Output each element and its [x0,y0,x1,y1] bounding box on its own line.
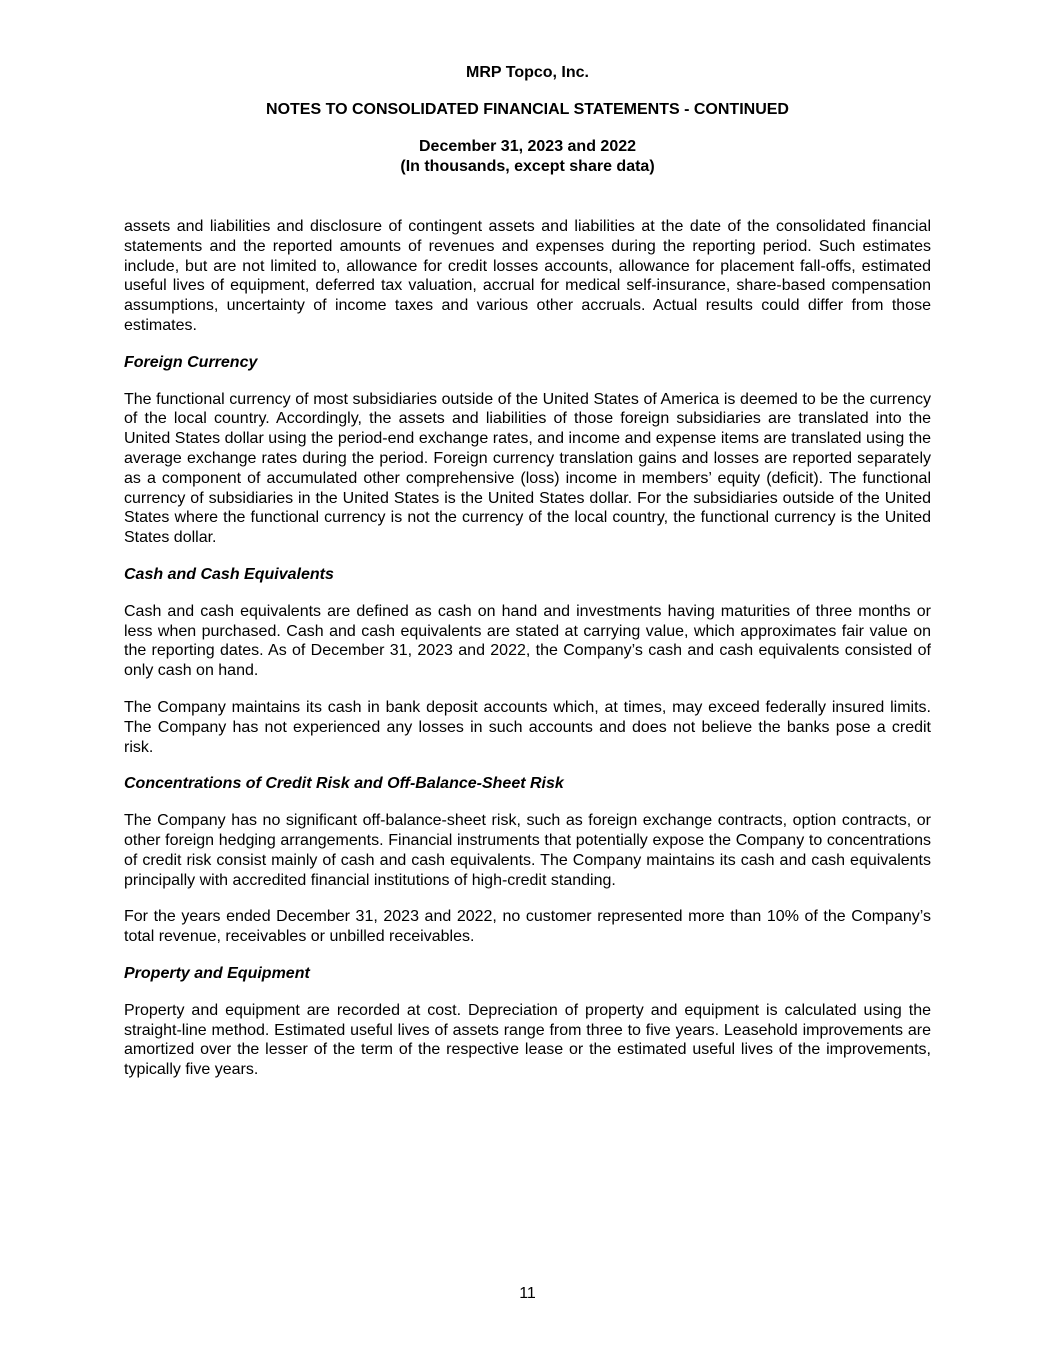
cash-paragraph-1: Cash and cash equivalents are defined as cash on hand and investments having maturities of three months or less when purchased. Cash and cash equivalents are stated at carrying value, which approximates fair value on the reporting dates. As of December 31, 2023 and 2022, the Company’s cash and cash equivalents consisted of only cash on hand. [124,602,931,680]
document-title: NOTES TO CONSOLIDATED FINANCIAL STATEMENTS - CONTINUED [266,101,789,118]
units-note: (In thousands, except share data) [400,158,655,175]
foreign-currency-paragraph: The functional currency of most subsidiaries outside of the United States of America is deemed to be the currency of the local country. Accordingly, the assets and liabilities of those foreign subsidiaries are translated into the United States dollar using the period-end exchange rates, and income and expense items are translated using the average exchange rates during the period. Foreign currency translation gains and losses are reported separately as a component of accumulated other comprehensive (loss) income in members’ equity (deficit). The functional currency of subsidiaries in the United States is the United States dollar. For the subsidiaries outside of the United States where the functional currency is not the currency of the local country, the functional currency is the United States dollar. [124,390,931,547]
cash-paragraph-2: The Company maintains its cash in bank deposit accounts which, at times, may exceed federally insured limits. The Company has not experienced any losses in such accounts and does not believe the banks pose a credit risk. [124,698,931,756]
page-number: 11 [519,1285,536,1302]
heading-cash-equivalents: Cash and Cash Equivalents [124,565,334,583]
intro-paragraph: assets and liabilities and disclosure of contingent assets and liabilities at the date of the consolidated financial statements and the reported amounts of revenues and expenses during the reporting period. Such estimates include, but are not limited to, allowance for credit losses accounts, allowance for placement fall-offs, estimated useful lives of equipment, deferred tax valuation, accrual for medical self-insurance, share-based compensation assumptions, uncertainty of income taxes and various other accruals. Actual results could differ from those estimates. [124,218,931,334]
property-paragraph: Property and equipment are recorded at cost. Depreciation of property and equipment is calculated using the straight-line method. Estimated useful lives of assets range from three to five years. Leasehold improvements are amortized over the lesser of the term of the respective lease or the estimated useful lives of the improvements, typically five years. [124,1001,931,1079]
heading-foreign-currency: Foreign Currency [124,353,258,371]
document-body [124,217,931,1097]
concentrations-paragraph-2: For the years ended December 31, 2023 and 2022, no customer represented more than 10% of the Company’s total revenue, receivables or unbilled receivables. [124,908,931,946]
concentrations-paragraph-1: The Company has no significant off-balance-sheet risk, such as foreign exchange contracts, option contracts, or other foreign hedging arrangements. Financial instruments that potentially expose the Company to concentrations of credit risk consist mainly of cash and cash equivalents. The Company maintains its cash and cash equivalents principally with accredited financial institutions of high-credit standing. [124,812,931,889]
heading-concentrations: Concentrations of Credit Risk and Off-Balance-Sheet Risk [124,775,564,793]
statement-date: December 31, 2023 and 2022 [418,138,637,155]
company-name: MRP Topco, Inc. [466,64,589,81]
heading-property-equipment: Property and Equipment [124,964,310,982]
